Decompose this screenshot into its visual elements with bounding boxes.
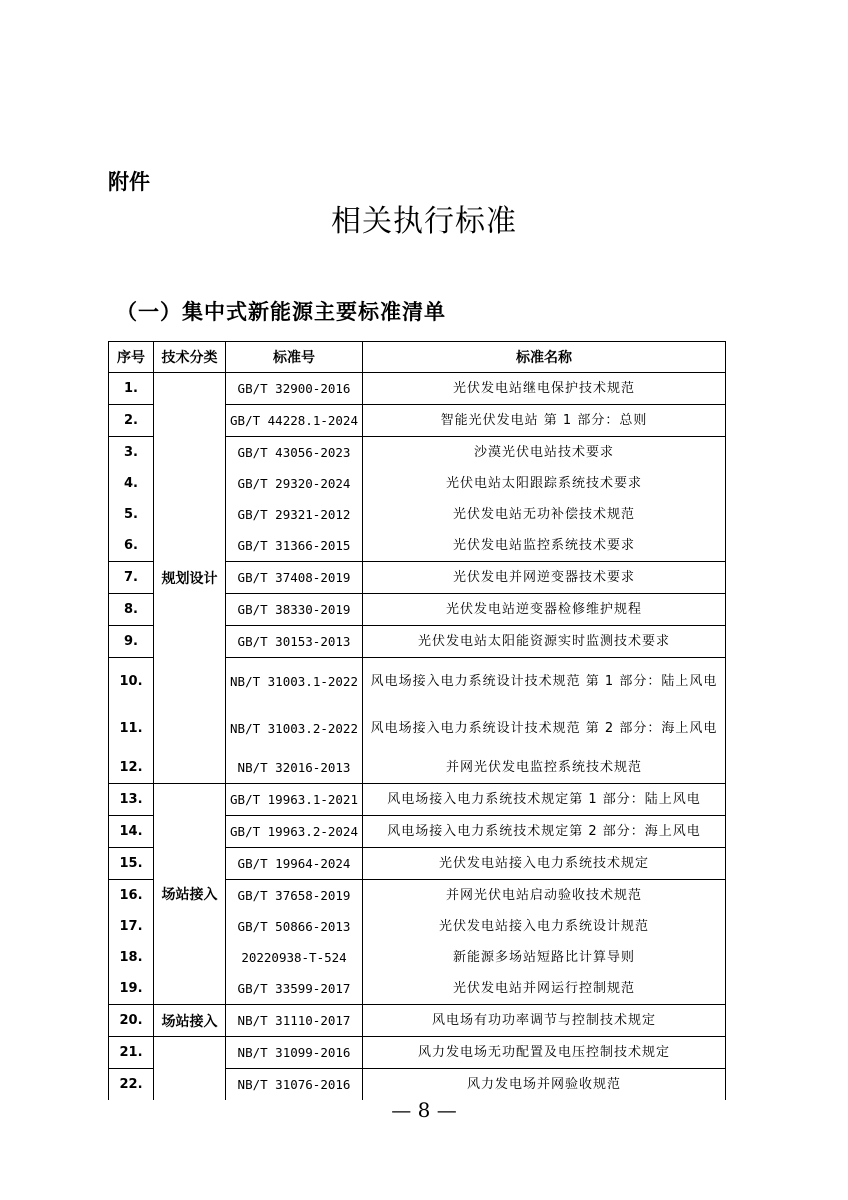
row-name: 光伏发电站并网运行控制规范 bbox=[363, 973, 726, 1005]
row-seq: 12. bbox=[109, 752, 154, 784]
row-seq: 7. bbox=[109, 562, 154, 594]
row-code: GB/T 30153-2013 bbox=[226, 626, 363, 658]
row-name: 风电场接入电力系统技术规定第 1 部分：陆上风电 bbox=[363, 784, 726, 816]
table-row bbox=[109, 373, 726, 405]
row-code: GB/T 29321-2012 bbox=[226, 499, 363, 530]
row-seq: 10. bbox=[109, 658, 154, 706]
row-seq: 11. bbox=[109, 705, 154, 752]
row-seq: 4. bbox=[109, 468, 154, 499]
row-seq: 13. bbox=[109, 784, 154, 816]
row-seq: 5. bbox=[109, 499, 154, 530]
row-name: 新能源多场站短路比计算导则 bbox=[363, 942, 726, 973]
row-seq: 20. bbox=[109, 1005, 154, 1037]
row-name: 光伏发电站监控系统技术要求 bbox=[363, 530, 726, 562]
row-name: 光伏发电站接入电力系统技术规定 bbox=[363, 848, 726, 880]
row-code: NB/T 32016-2013 bbox=[226, 752, 363, 784]
row-code: NB/T 31076-2016 bbox=[226, 1069, 363, 1101]
row-name: 风力发电场并网验收规范 bbox=[363, 1069, 726, 1101]
row-name: 光伏发电站接入电力系统设计规范 bbox=[363, 911, 726, 942]
category-cell: 场站接入 bbox=[154, 784, 226, 1005]
header-category: 技术分类 bbox=[154, 342, 226, 373]
table-row bbox=[109, 784, 726, 816]
row-name: 光伏电站太阳跟踪系统技术要求 bbox=[363, 468, 726, 499]
header-code: 标准号 bbox=[226, 342, 363, 373]
row-name: 沙漠光伏电站技术要求 bbox=[363, 437, 726, 469]
row-code: GB/T 19963.2-2024 bbox=[226, 816, 363, 848]
row-code: GB/T 19963.1-2021 bbox=[226, 784, 363, 816]
row-seq: 22. bbox=[109, 1069, 154, 1101]
row-code: GB/T 44228.1-2024 bbox=[226, 405, 363, 437]
row-code: NB/T 31099-2016 bbox=[226, 1037, 363, 1069]
row-seq: 3. bbox=[109, 437, 154, 469]
category-cell: 场站接入 bbox=[154, 1005, 226, 1037]
row-code: NB/T 31003.1-2022 bbox=[226, 658, 363, 706]
row-code: GB/T 33599-2017 bbox=[226, 973, 363, 1005]
row-code: GB/T 37658-2019 bbox=[226, 880, 363, 912]
row-code: GB/T 29320-2024 bbox=[226, 468, 363, 499]
category-cell-empty bbox=[154, 1037, 226, 1101]
table-header-row bbox=[109, 342, 726, 373]
row-code: GB/T 19964-2024 bbox=[226, 848, 363, 880]
row-name: 风电场接入电力系统设计技术规范 第 2 部分：海上风电 bbox=[363, 705, 726, 752]
header-name: 标准名称 bbox=[363, 342, 726, 373]
page-number: — 8 — bbox=[391, 1098, 457, 1122]
page-title: 相关执行标准 bbox=[331, 204, 517, 239]
row-code: GB/T 31366-2015 bbox=[226, 530, 363, 562]
row-name: 风电场有功功率调节与控制技术规定 bbox=[363, 1005, 726, 1037]
row-seq: 14. bbox=[109, 816, 154, 848]
section-title: （一）集中式新能源主要标准清单 bbox=[116, 300, 446, 324]
row-name: 光伏发电站太阳能资源实时监测技术要求 bbox=[363, 626, 726, 658]
attachment-label: 附件 bbox=[108, 170, 150, 194]
category-cell: 规划设计 bbox=[154, 373, 226, 784]
row-seq: 1. bbox=[109, 373, 154, 405]
row-name: 风力发电场无功配置及电压控制技术规定 bbox=[363, 1037, 726, 1069]
row-name: 光伏发电并网逆变器技术要求 bbox=[363, 562, 726, 594]
table-row bbox=[109, 1037, 726, 1069]
row-name: 并网光伏发电监控系统技术规范 bbox=[363, 752, 726, 784]
row-code: GB/T 43056-2023 bbox=[226, 437, 363, 469]
standards-table bbox=[108, 341, 726, 1100]
header-seq: 序号 bbox=[109, 342, 154, 373]
table-row bbox=[109, 1005, 726, 1037]
row-code: GB/T 50866-2013 bbox=[226, 911, 363, 942]
row-name: 光伏发电站无功补偿技术规范 bbox=[363, 499, 726, 530]
row-seq: 17. bbox=[109, 911, 154, 942]
row-seq: 18. bbox=[109, 942, 154, 973]
row-name: 风电场接入电力系统技术规定第 2 部分：海上风电 bbox=[363, 816, 726, 848]
row-seq: 15. bbox=[109, 848, 154, 880]
row-name: 智能光伏发电站 第 1 部分：总则 bbox=[363, 405, 726, 437]
row-code: GB/T 32900-2016 bbox=[226, 373, 363, 405]
row-code: 20220938-T-524 bbox=[226, 942, 363, 973]
row-seq: 9. bbox=[109, 626, 154, 658]
row-seq: 6. bbox=[109, 530, 154, 562]
row-seq: 2. bbox=[109, 405, 154, 437]
row-code: GB/T 38330-2019 bbox=[226, 594, 363, 626]
row-name: 并网光伏电站启动验收技术规范 bbox=[363, 880, 726, 912]
row-code: NB/T 31110-2017 bbox=[226, 1005, 363, 1037]
row-seq: 19. bbox=[109, 973, 154, 1005]
row-code: NB/T 31003.2-2022 bbox=[226, 705, 363, 752]
row-name: 光伏发电站继电保护技术规范 bbox=[363, 373, 726, 405]
row-name: 风电场接入电力系统设计技术规范 第 1 部分：陆上风电 bbox=[363, 658, 726, 706]
row-seq: 8. bbox=[109, 594, 154, 626]
row-seq: 21. bbox=[109, 1037, 154, 1069]
row-name: 光伏发电站逆变器检修维护规程 bbox=[363, 594, 726, 626]
row-seq: 16. bbox=[109, 880, 154, 912]
row-code: GB/T 37408-2019 bbox=[226, 562, 363, 594]
